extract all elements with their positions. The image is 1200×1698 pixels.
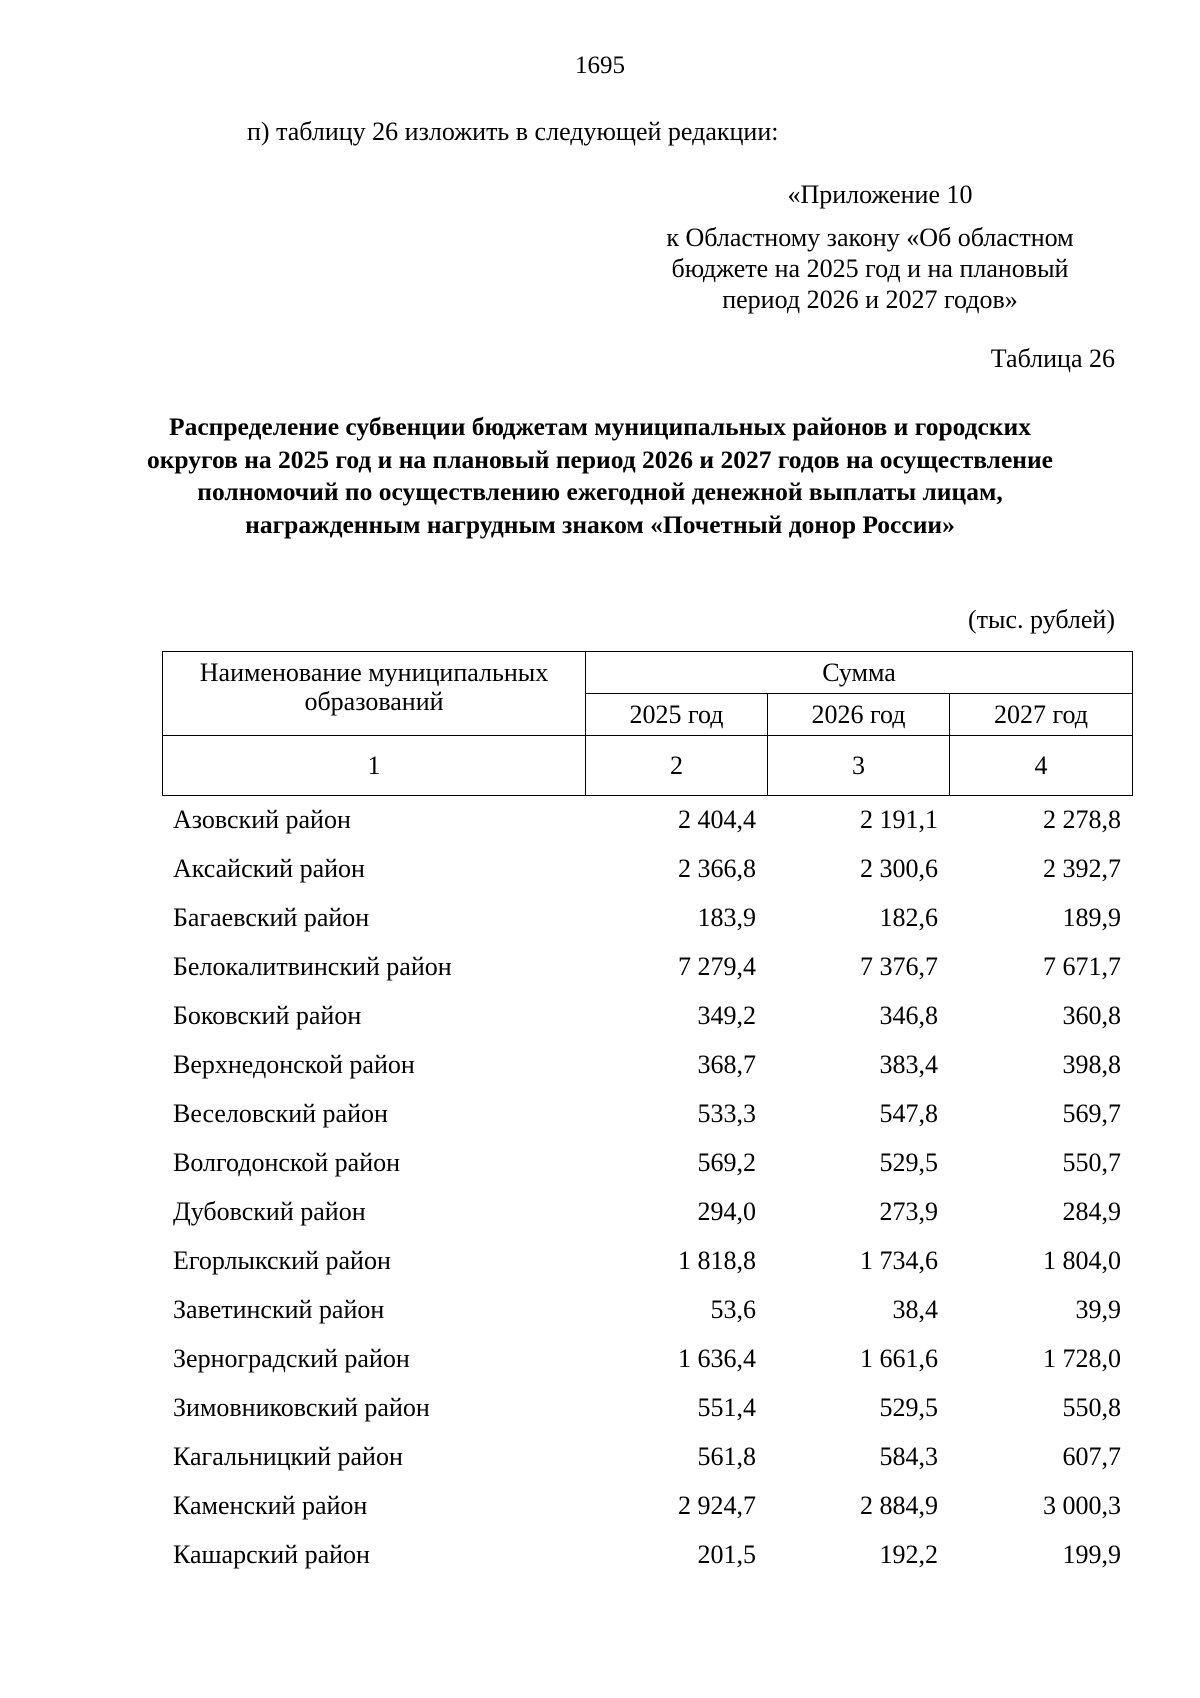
table-row: [162, 1285, 1132, 1334]
value-2025-cell: 53,6: [710, 1294, 756, 1324]
value-2027-cell: 2 278,8: [1043, 804, 1121, 834]
value-2026-cell: 192,2: [879, 1539, 938, 1569]
value-2025-cell: 1 636,4: [678, 1343, 756, 1373]
value-2027-cell: 569,7: [1062, 1098, 1121, 1128]
value-2027-cell: 398,8: [1062, 1049, 1121, 1079]
value-2027-cell: 360,8: [1062, 1000, 1121, 1030]
value-2025-cell: 349,2: [697, 1000, 756, 1030]
appendix-reference: к Областному закону «Об областном бюджете на 2025 год и на плановый период 2026 и 2027 годов»: [666, 223, 1074, 314]
column-number: 4: [950, 736, 1133, 796]
table-row: [162, 795, 1132, 844]
value-2025-cell: 2 924,7: [678, 1490, 756, 1520]
municipality-name-cell: Зерноградский район: [173, 1343, 410, 1373]
value-2025-cell: 1 818,8: [678, 1245, 756, 1275]
table-row: [162, 1334, 1132, 1383]
table-row: [162, 1138, 1132, 1187]
value-2026-cell: 529,5: [879, 1147, 938, 1177]
value-2025-cell: 569,2: [697, 1147, 756, 1177]
value-2026-cell: 346,8: [879, 1000, 938, 1030]
header-year-2026: 2026 год: [768, 694, 950, 736]
municipality-name-cell: Дубовский район: [173, 1196, 366, 1226]
municipality-name-cell: Азовский район: [173, 804, 351, 834]
value-2026-cell: 2 300,6: [860, 853, 938, 883]
table-row: [162, 1187, 1132, 1236]
municipality-name-cell: Аксайский район: [173, 853, 365, 883]
value-2025-cell: 2 366,8: [678, 853, 756, 883]
units-label: (тыс. рублей): [967, 605, 1115, 634]
column-number: 3: [768, 736, 950, 796]
table-row: [162, 1432, 1132, 1481]
value-2026-cell: 7 376,7: [860, 951, 938, 981]
value-2025-cell: 551,4: [697, 1392, 756, 1422]
header-name-cell: Наименование муниципальных образований: [163, 652, 586, 736]
column-number: 1: [163, 736, 586, 796]
value-2026-cell: 584,3: [879, 1441, 938, 1471]
instruction-text: п) таблицу 26 изложить в следующей редакции:: [247, 117, 779, 146]
value-2026-cell: 2 191,1: [860, 804, 938, 834]
value-2026-cell: 38,4: [892, 1294, 938, 1324]
value-2027-cell: 1 728,0: [1043, 1343, 1121, 1373]
value-2026-cell: 1 734,6: [860, 1245, 938, 1275]
value-2025-cell: 294,0: [697, 1196, 756, 1226]
value-2027-cell: 7 671,7: [1043, 951, 1121, 981]
value-2025-cell: 201,5: [697, 1539, 756, 1569]
value-2027-cell: 3 000,3: [1043, 1490, 1121, 1520]
municipality-name-cell: Волгодонской район: [173, 1147, 401, 1177]
table-row: [162, 1481, 1132, 1530]
municipality-name-cell: Заветинский район: [173, 1294, 385, 1324]
header-year-2027: 2027 год: [950, 694, 1133, 736]
municipality-name-cell: Багаевский район: [173, 902, 370, 932]
value-2027-cell: 39,9: [1075, 1294, 1121, 1324]
value-2026-cell: 383,4: [879, 1049, 938, 1079]
value-2025-cell: 7 279,4: [678, 951, 756, 981]
value-2025-cell: 533,3: [697, 1098, 756, 1128]
value-2027-cell: 199,9: [1062, 1539, 1121, 1569]
municipality-name-cell: Кашарский район: [173, 1539, 370, 1569]
header-year-2025: 2025 год: [586, 694, 768, 736]
municipality-name-cell: Веселовский район: [173, 1098, 388, 1128]
value-2025-cell: 183,9: [697, 902, 756, 932]
table-row: [162, 942, 1132, 991]
table-row: [162, 893, 1132, 942]
document-title: Распределение субвенции бюджетам муниципальных районов и городских округов на 2025 год и на плановый период 2026 и 2027 годов на осуществление полномочий по осуществлению ежегодной денежной выплаты лицам, награжденным нагрудным знаком «Почетный донор России»: [146, 412, 1054, 539]
value-2027-cell: 607,7: [1062, 1441, 1121, 1471]
table-row: [162, 991, 1132, 1040]
value-2025-cell: 368,7: [697, 1049, 756, 1079]
value-2027-cell: 550,8: [1062, 1392, 1121, 1422]
municipality-name-cell: Каменский район: [173, 1490, 368, 1520]
table-row: [162, 1236, 1132, 1285]
header-sum-cell: Сумма: [586, 652, 1133, 694]
municipality-name-cell: Верхнедонской район: [173, 1049, 415, 1079]
value-2027-cell: 284,9: [1062, 1196, 1121, 1226]
municipality-name-cell: Егорлыкский район: [173, 1245, 391, 1275]
value-2026-cell: 182,6: [879, 902, 938, 932]
table-row: [162, 1040, 1132, 1089]
municipality-name-cell: Боковский район: [173, 1000, 362, 1030]
value-2026-cell: 547,8: [879, 1098, 938, 1128]
appendix-title: «Приложение 10: [787, 180, 973, 209]
data-table: [162, 795, 1132, 1579]
value-2025-cell: 2 404,4: [678, 804, 756, 834]
table-row: [162, 844, 1132, 893]
table-label: Таблица 26: [990, 344, 1115, 373]
value-2026-cell: 2 884,9: [860, 1490, 938, 1520]
municipality-name-cell: Зимовниковский район: [173, 1392, 430, 1422]
table-row: [162, 1089, 1132, 1138]
value-2026-cell: 529,5: [879, 1392, 938, 1422]
value-2026-cell: 1 661,6: [860, 1343, 938, 1373]
page-number: 1695: [575, 52, 625, 79]
value-2027-cell: 189,9: [1062, 902, 1121, 932]
table-row: [162, 1530, 1132, 1579]
municipality-name-cell: Белокалитвинский район: [173, 951, 452, 981]
value-2025-cell: 561,8: [697, 1441, 756, 1471]
table-header: [162, 651, 1133, 796]
value-2027-cell: 2 392,7: [1043, 853, 1121, 883]
column-number: 2: [586, 736, 768, 796]
municipality-name-cell: Кагальницкий район: [173, 1441, 403, 1471]
value-2027-cell: 1 804,0: [1043, 1245, 1121, 1275]
table-row: [162, 1383, 1132, 1432]
value-2027-cell: 550,7: [1062, 1147, 1121, 1177]
value-2026-cell: 273,9: [879, 1196, 938, 1226]
